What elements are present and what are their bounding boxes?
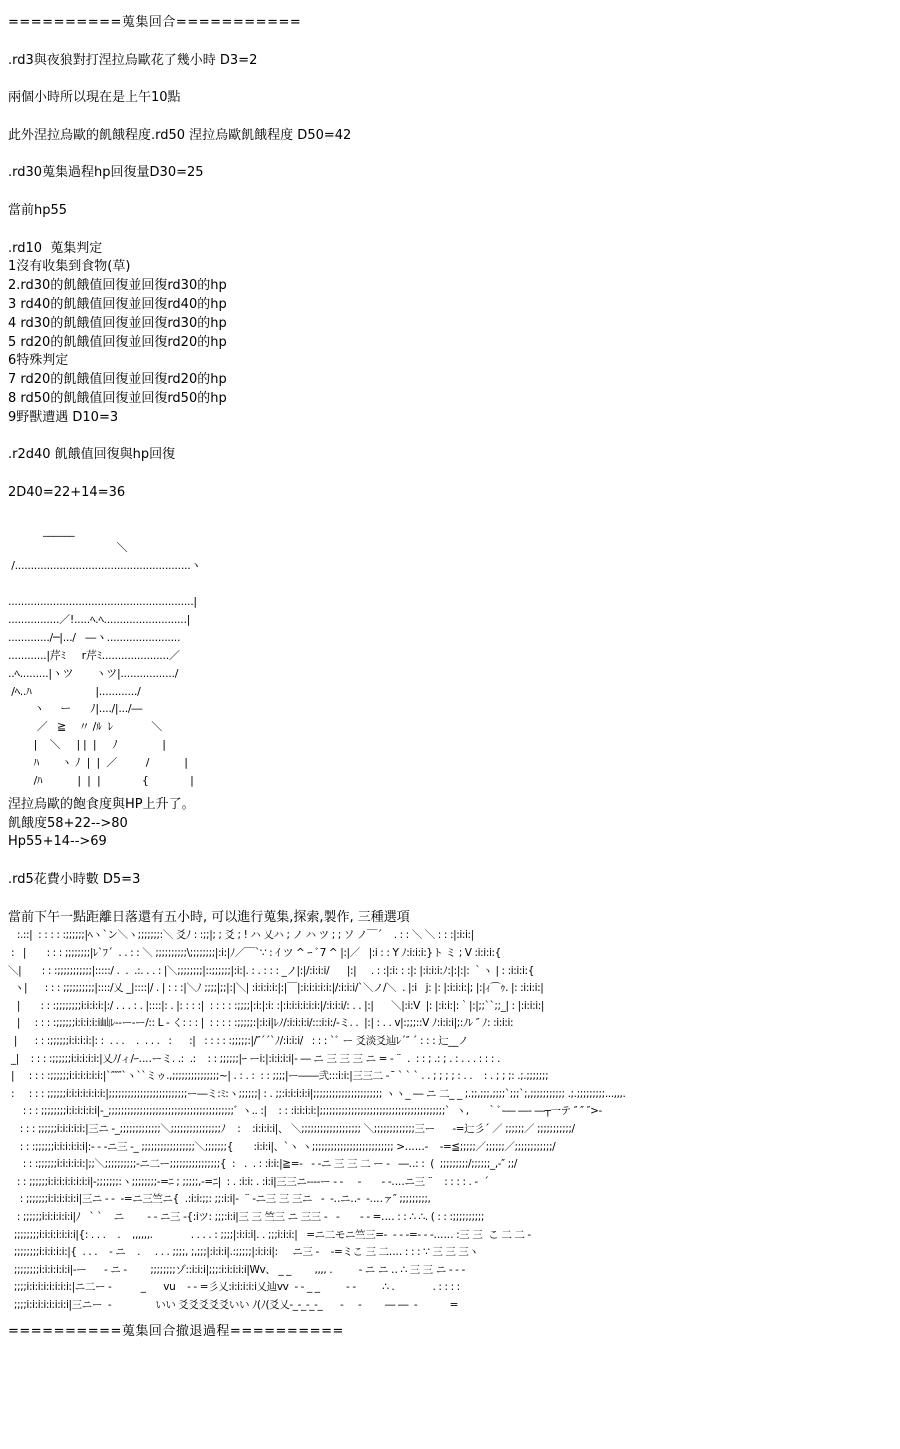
ascii-art-line: ;;;;;;;;i:i:i:i:i:i:i|{: . . . . ,,,,,,. . . . . : ;;;;|:i:i:i|. . ;;;i:i:i:| =ニ二モニ竺三=- - - -=- - -‥‥‥ :三 三 こ 二 二 - xyxy=(8,1228,531,1241)
ascii-art-line: ;;;;;;;;i:i:i:i:i:i|-ー - ニ - ;;;;;;;;ゾ::i:i:i|;;;:i:i:i:i:i|Wv、 _ _ ,,,, . - ニ ニ ‥ ∴ 三 三 ニ - - - xyxy=(8,1263,465,1276)
result-line-hunger: 飢餓度58+22-->80 xyxy=(8,815,128,831)
log-line-current-hp: 當前hp55 xyxy=(8,202,68,218)
ascii-art-line: _| : : : :;;;;;;i:i:i:i:i:|乂ﾉ/ィ/ｰ‥‥ーミ. .: .: : : ;;;;;;|ｰ ーi:|:i:i:i:i|- ― ニ 三 三 三 ニ = - ¨ . : : ; .: ; . : . . . : : : . xyxy=(8,1052,500,1065)
ascii-art-line: ;;;;;;;;i:i:i:i:i:|{ . . . - ニ . . . . ;;;;, ;,;;;|:i:i:i|.:;;;;;|:i:i:i|: ニ三 - -=ミこ 三 二‥‥ : : : ∵ 三 三 三ヽ xyxy=(8,1246,479,1259)
ascii-art-character xyxy=(8,522,892,790)
ascii-art-line: ＼ xyxy=(8,541,128,555)
gather-table-item: 3 rd40的飢餓值回復並回復rd40的hp xyxy=(8,296,227,312)
ascii-art-line: : ;;;;;;i:i:i:i:i:i|ﾉ ` ` ニ - - ニ三 -{:iツ: ;;;:i:i|三 三 竺三 ニ 三三 - - - - =‥‥ : : ∴ ∴. ( : : :;;;;;;;;;; xyxy=(8,1210,485,1223)
log-line-battle-time: .rd3與夜狼對打涅拉烏歐花了幾小時 D3=2 xyxy=(8,52,258,68)
ascii-art-line: ..ﾍ.........|ヽツ ヽツ|................./ xyxy=(8,666,179,680)
gather-table-item: 6特殊判定 xyxy=(8,353,69,369)
ascii-art-line: : : : ;;;;;;;;i:i:i:i:i:i|-_;;;;;;;;;;;;;;;;;;;;;;;;;;;;;;;;;;;;;;;;ﾞ ヽ.. :| : : :i:i:i:i:|;;;;;;;;;;;;;;;;;;;;;;;;;;;;;;;;;;;;;;;;` ヽ, ｀ﾞ‐― ―‐ ―┬一テ ″ ″ ″>- xyxy=(8,1105,602,1118)
ascii-art-line: : : : : ;;;;;;i:i:i:i:i:i:i:|;;;;;;;;;;;;;;;;;;;;;;;;;ー―ミ:ﾐ:ヽ;;;;;;| : . ;;:i:i:i:i:i|;;;;;;;;;;;;;;;;;;;;;; ヽヽ_ ― ニ 二_ _ ;.;;,;;;,;;;;`;;;`;,;;;;;;;;;;; .;.;;;;;;;;;...,,,. xyxy=(8,1087,626,1100)
result-line-stats-up: 涅拉烏歐的飽食度與HP上升了。 xyxy=(8,796,195,812)
ascii-art-landscape xyxy=(8,927,892,1314)
log-line-hunger: 此外涅拉烏歐的飢餓程度.rd50 涅拉烏歐飢餓程度 D50=42 xyxy=(8,127,352,143)
gather-table-item: 8 rd50的飢餓值回復並回復rd50的hp xyxy=(8,390,227,406)
roll-result: 2D40=22+14=36 xyxy=(8,484,126,500)
ascii-art-line: /.......................................................ヽ xyxy=(8,559,202,573)
ascii-art-line: ;;;;i:i:i:i:i:i:i:i:|ニ二ー - _ vu - - =彡乂:i:i:i:i:i乂辿vv - - _ _ - - ∴ . . : : : : xyxy=(8,1281,460,1294)
ascii-art-line: ヽ ー ﾉ|..../|.../― xyxy=(8,702,143,716)
ascii-art-line: | ＼ | | | ﾉ | xyxy=(8,738,166,752)
ascii-art-line: ______ xyxy=(8,523,75,537)
gather-table-item: 5 rd20的飢餓值回復並回復rd20的hp xyxy=(8,334,227,350)
gather-table-item: 9野獸遭遇 D10=3 xyxy=(8,409,119,425)
ascii-art-line: ................／!.....ﾍ.ﾍ..........................| xyxy=(8,612,191,626)
ascii-art-line: : ;;;;;;;i:i:i:i:i:i|三ニ ‐ - -=ニ三竺ニ{ .:i:i:;;: ;;:i:i|- ¨ ‐ニ三 三 三ニ - -‥ニ‥- -‥‥ァ″ ;;;;;;;;;, xyxy=(8,1193,431,1206)
ascii-art-line: : : ;;;;;;i:i:i:i:i:i:i:i|-;;;;;;;:ヽ;;;;;;;;-=ﾆ ; ;;;;;,-=ﾆ| : . :i:i: . :i:i|三三ニ‐‐‐‐ー - - - - -‥‥ニ三 ¨ : : : : . ‐ ´ xyxy=(8,1175,489,1188)
current-status-line: 當前下午一點距離日落還有五小時, 可以進行蒐集,探索,製作, 三種選項 xyxy=(8,909,410,925)
blank-line xyxy=(8,465,892,484)
gather-table-item: 4 rd30的飢餓值回復並回復rd30的hp xyxy=(8,315,227,331)
gather-table xyxy=(8,240,892,428)
ascii-art-line: ﾊ ヽ ﾉ | | ／ / | xyxy=(8,756,188,770)
blank-line xyxy=(8,183,892,202)
blank-line xyxy=(8,1315,892,1323)
ascii-art-line: ;;;;i:i:i:i:i:i:i:i|三ニー - いい 爻爻爻爻爻いい ﾉ(ﾉ(爻乂-_-_-_-_ - - ― ― - = xyxy=(8,1298,459,1311)
blank-line xyxy=(8,108,892,127)
ascii-art-line: ..........................................................| xyxy=(8,595,197,609)
blank-line xyxy=(8,221,892,240)
gather-table-item: 7 rd20的飢餓值回復並回復rd20的hp xyxy=(8,372,227,388)
blank-line xyxy=(8,852,892,871)
hours-spent-line: .rd5花費小時數 D5=3 xyxy=(8,872,141,888)
blank-line xyxy=(8,70,892,89)
blank-line xyxy=(8,146,892,165)
result-line-hp: Hp55+14-->69 xyxy=(8,834,107,850)
ascii-art-line: ヽ| : : : ;;;;;;;;;;|::::/乂 _|::::|/ . | : : :|＼ﾉ ;;;;|;;|:|＼| :i:i:i:i:|:|￣|:i:i:i:i:i:|/:i:i:i/`＼ノ/＼ . |:i j: |: |:i:i:i:|; |:|ｨ⌒ｩ. |: :i:i:i:| xyxy=(8,982,544,995)
ascii-art-line: ／ ≧ 〃 /ﾙ ﾚ ＼ xyxy=(8,720,162,734)
ascii-art-line: /ﾍ..ﾊ |............/ xyxy=(8,684,141,698)
blank-line xyxy=(8,890,892,909)
log-line-current-time: 兩個小時所以現在是上午10點 xyxy=(8,90,181,106)
ascii-art-line: ＼| : : :;;;;;;;;;;;|:::::/ . . .:. . . : |＼;;;;;;;;|::;;;;;;|:i:|. : . : : : _ノ|:|/:i:i:i/ |:| . : :|:i: : :|: |:i:i:i:ﾉ:|:|:|: ｀ヽ | : :i:i:i:{ xyxy=(8,964,534,977)
section-header: ==========蒐集回合=========== xyxy=(8,15,302,30)
document-body xyxy=(8,14,892,1341)
blank-line xyxy=(8,428,892,447)
ascii-art-line: : : : ;;;;;;i:i:i:i:i:|三ニ -_;;;;;;;;;;;;;＼;;;;;;;;;;;;;;;;ﾉ : :i:i:i:i|、 ＼;;;;;;;;;;;;;;;;;;; ＼;;;;;;;;;;;;;三ー -=辷彡´ ／ ;;;;;;／ ;;;;;;;;;;;/ xyxy=(8,1122,575,1135)
gather-table-item: 1沒有收集到食物(草) xyxy=(8,259,131,275)
blank-line xyxy=(8,503,892,522)
ascii-art-line: | : : : :;;;;;;i:i:i:i:i屾ﾚ--ー-ー/:: L - く: : : | : : : : :;;;;;:|:i:i|ﾚﾉ/:i:i:i:i/:::i:i:/-ミ. . |:| : . . v|:;;;::V ﾉ:i:i:i|;:ﾉﾚ ″ ﾉ: :i:i:i: xyxy=(8,1017,514,1030)
ascii-art-line: : : :;;;;;;i:i:i:i:i:i|:- ‐ -ニ三 -_ ;;;;;;;;;;;;;;;;;＼;;;;;;;{ :i:i:i|、`ヽ ヽ;;;;;;;;;;;;;;;;;;;;;;;;;; >‥‥‥- -=≦;;;;;／;;;;;;／;;;;;;;;;;;;/ xyxy=(8,1140,556,1153)
ascii-art-line: : : :;;;;;;i:i:i:i:i:|;;＼;;;;;;;;;;-ニ二ー;;;;;;;;;;;;;;;;{ : . . : :i:i:|≧=- - -ニ 三 三 二 ー - ―‥: : ( ;;;;;;;;;/;;;;;;_,-″ ;;/ xyxy=(8,1158,518,1171)
log-line-hp-recovery: .rd30蒐集過程hp回復量D30=25 xyxy=(8,165,204,181)
ascii-art-line xyxy=(8,575,892,593)
ascii-art-line: ............|芹ﾐ r芹ﾐ.....................／ xyxy=(8,648,180,662)
blank-line xyxy=(8,33,892,52)
section-footer: ==========蒐集回合撤退過程========== xyxy=(8,1323,344,1339)
gather-table-item: 2.rd30的飢餓值回復並回復rd30的hp xyxy=(8,278,227,294)
roll-line: .r2d40 飢餓值回復與hp回復 xyxy=(8,447,176,463)
ascii-art-line: | : : : :;;;;;;i:i:i:i:i:i:|`″″″`ヽ``ミゥ.,;;;;;;;;;;;;;;;~| . : . : : : ;;;;|ー――弐:::i:i:|三三二 ‐ ̄ ` ` ` . . ; ; ; ; : . . : . ; ; ;: .;.;;;;;;; xyxy=(8,1070,549,1083)
ascii-art-line: ............./─|.../ ―ヽ....................... xyxy=(8,630,181,644)
ascii-art-line: :.::| : : : : :;;;;;;|ﾍヽ`ン＼ヽ;;;;;;;:＼ 爻ﾉ : :;;|; ; 爻 ; ! ハ 乂ハ ; ノ ハ ツ ; ; ソ ノ￣´ . : : ＼ ＼ : : :|:i:i:| xyxy=(8,929,474,942)
ascii-art-line: /ﾊ | | | { | xyxy=(8,773,194,787)
gather-table-title: .rd10 蒐集判定 xyxy=(8,240,103,256)
ascii-art-line: | : : :;;;;;;;;i:i:i:i:|:/ . . . : . |::::|: . |: : : :| : : : : :;;;;|:i:|:i: :|:i:i:i:i:i:i:|/:i:i:i/: . . |:| ＼|:i:V |: |:i:i:|:｀|:|;;``;;_| : |:i:i:i:| xyxy=(8,999,545,1012)
ascii-art-line: | : : :;;;;;;i:i:i:i:|: : . . . . . . . : :| : : : : :;;;;;:|/″´´`ﾉ/:i:i:i/ : : : `ﾞ ー 爻淡爻辿ﾚ´″ ´ : : : 辷__ノ xyxy=(8,1035,469,1048)
ascii-art-line: : | : : : ;;;;;;;;|ﾚ`ﾌ´ . . : : ＼ ;;;;;;;;;;\;;;;;;;;|:i:|ﾉ／￣`∵ : ｲ ツ ^ ｰ ﾞ7 ^ |:|／ |:i : : Y ﾉ:i:i:i:}ト ミ ; V :i:i:i:{ xyxy=(8,947,501,960)
